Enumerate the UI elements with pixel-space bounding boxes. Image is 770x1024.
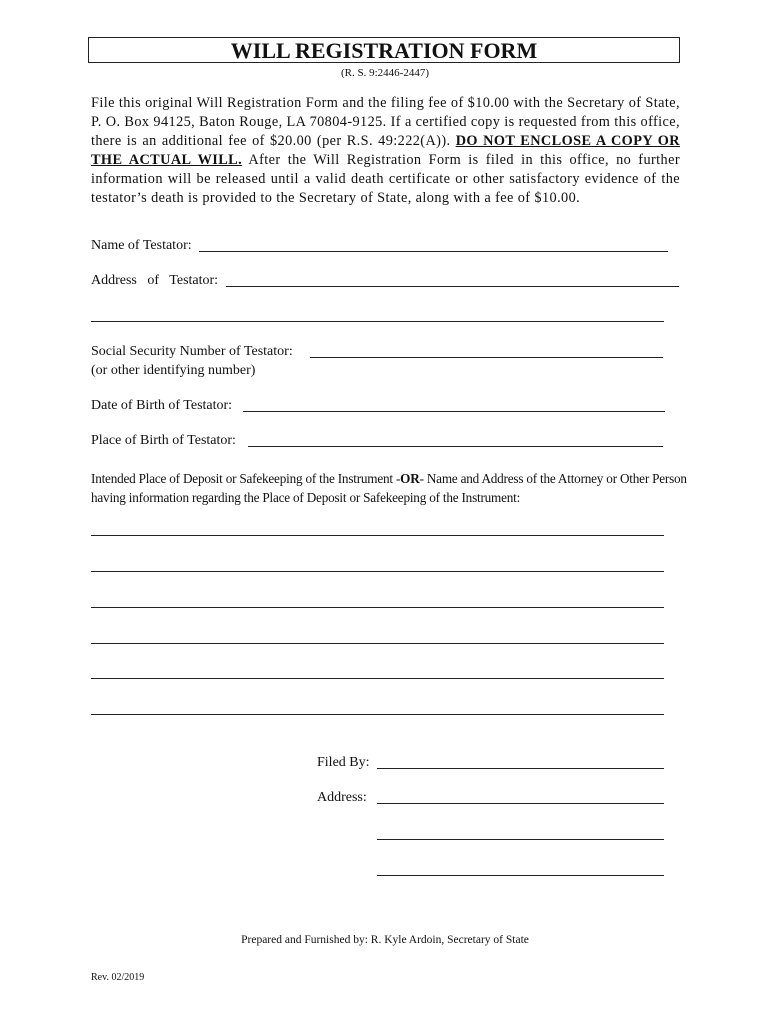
filer-address-line-3[interactable] (377, 875, 664, 876)
instructions-paragraph (91, 94, 680, 208)
ssn-sublabel: (or other identifying number) (91, 363, 256, 378)
place-of-birth-label: Place of Birth of Testator: (91, 433, 236, 448)
statute-citation: (R. S. 9:2446-2447) (341, 67, 429, 79)
revision-date: Rev. 02/2019 (91, 972, 145, 983)
ssn-label: Social Security Number of Testator: (91, 344, 293, 359)
deposit-line-2[interactable] (91, 571, 664, 572)
filed-by-label: Filed By: (317, 755, 370, 770)
deposit-line-4[interactable] (91, 643, 664, 644)
or-emphasis: OR (400, 471, 420, 486)
deposit-line-6[interactable] (91, 714, 664, 715)
filer-address-line-1[interactable] (377, 803, 664, 804)
date-of-birth-line[interactable] (243, 411, 665, 412)
deposit-line-5[interactable] (91, 678, 664, 679)
instructions-text-2: After the Will Registration Form is filed in this office, no further information will be released until a valid death certificate or other satisfactory evidence of the testator’s death is provided to the Secretary of State, along with a fee of $10.00. (91, 152, 680, 206)
address-of-testator-label: Address of Testator: (91, 273, 219, 288)
filer-address-label: Address: (317, 790, 367, 805)
deposit-line-1[interactable] (91, 535, 664, 536)
filer-address-line-2[interactable] (377, 839, 664, 840)
deposit-line-3[interactable] (91, 607, 664, 608)
ssn-line[interactable] (310, 357, 663, 358)
instructions-text-1: File this original Will Registration Form and the filing fee of $10.00 with the Secretary of State, P. O. Box 94125, Baton Rouge, LA 70804-9125. If a certified copy is requested from this office, there is an additional fee of $20.00 (per R.S. 49:222(A)). (91, 95, 680, 149)
address-of-testator-line-2[interactable] (91, 321, 664, 322)
address-of-testator-line-1[interactable] (226, 286, 679, 287)
deposit-text-1: Intended Place of Deposit or Safekeeping of the Instrument - (91, 471, 401, 486)
filed-by-line[interactable] (377, 768, 664, 769)
deposit-text-2: - Name and Address of the Attorney or Other Person having information regarding the Place of Deposit or Safekeeping of the Instrument: (91, 471, 687, 505)
deposit-instructions (91, 469, 691, 507)
prepared-by-footer: Prepared and Furnished by: R. Kyle Ardoin, Secretary of State (241, 934, 529, 946)
name-of-testator-label: Name of Testator: (91, 238, 192, 253)
date-of-birth-label: Date of Birth of Testator: (91, 398, 233, 413)
form-title: WILL REGISTRATION FORM (88, 37, 680, 63)
name-of-testator-line[interactable] (199, 251, 668, 252)
do-not-enclose-warning: DO NOT ENCLOSE A COPY OR THE ACTUAL WILL. (91, 133, 680, 168)
place-of-birth-line[interactable] (248, 446, 663, 447)
